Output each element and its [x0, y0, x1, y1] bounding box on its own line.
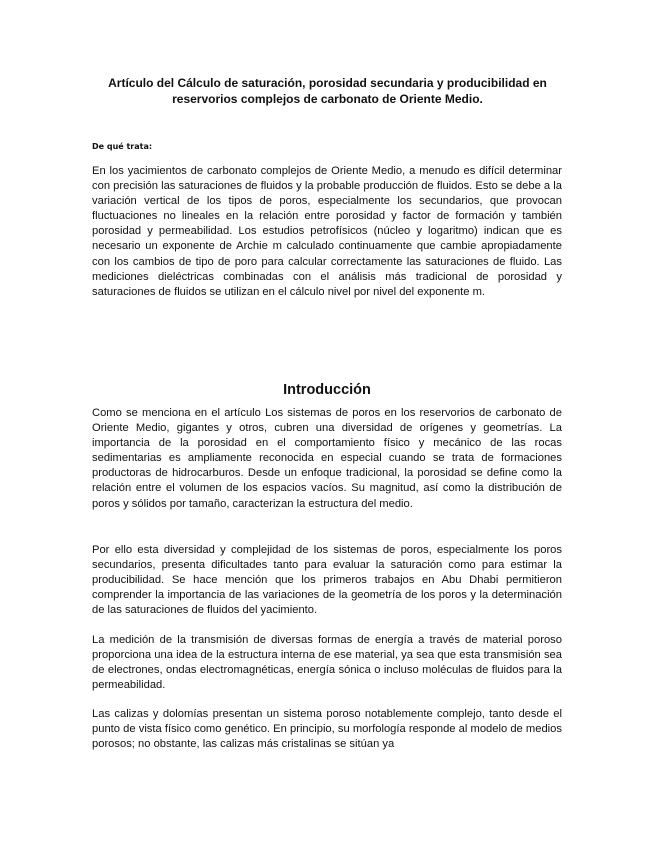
intro-paragraph: Por ello esta diversidad y complejidad de los sistemas de poros, especialmente los poros secundarios, presenta dificultades tanto para evaluar la saturación como para estimar la producibilidad. Se hace mención que los primeros trabajos en Abu Dhabi permitieron comprender la importancia de las variaciones de la geometría de los poros y la determinación de las saturaciones de fluidos del yacimiento. [92, 544, 562, 617]
section-title-introduccion: Introducción [283, 382, 371, 398]
intro-paragraph: La medición de la transmisión de diversas formas de energía a través de material poroso proporciona una idea de la estructura interna de ese material, ya sea que esta transmisión sea de electrones, ondas electromagnéticas, energía sónica o incluso moléculas de fluidos para la permeabilidad. [92, 634, 562, 692]
intro-paragraph: Como se menciona en el artículo Los sistemas de poros en los reservorios de carbonato de Oriente Medio, gigantes y otros, cubren una diversidad de orígenes y geometrías. La importancia de la porosidad en el comportamiento físico y mecánico de las rocas sedimentarias es ampliamente reconocida en especial cuando se trata de formaciones productoras de hidrocarburos. Desde un enfoque tradicional, la porosidad se define como la relación entre el volumen de los espacios vacíos. Su magnitud, así como la distribución de poros y sólidos por tamaño, caracterizan la estructura del medio. [92, 407, 562, 510]
summary-paragraph: En los yacimientos de carbonato complejos de Oriente Medio, a menudo es difícil determinar con precisión las saturaciones de fluidos y la probable producción de fluidos. Esto se debe a la variación vertical de los tipos de poros, especialmente los secundarios, que provocan fluctuaciones no lineales en la relación entre porosidad y factor de formación y también porosidad y permeabilidad. Los estudios petrofísicos (núcleo y logaritmo) indican que es necesario un exponente de Archie m calculado continuamente que cambie apropiadamente con los cambios de tipo de poro para calcular correctamente las saturaciones de fluido. Las mediciones dieléctricas combinadas con el análisis más tradicional de porosidad y saturaciones de fluidos se utilizan en el cálculo nivel por nivel del exponente m. [92, 165, 562, 298]
intro-paragraph: Las calizas y dolomías presentan un sistema poroso notablemente complejo, tanto desde el punto de vista físico como genético. En principio, su morfología responde al modelo de medios porosos; no obstante, las calizas más cristalinas se sitúan ya [92, 708, 562, 751]
document-title: Artículo del Cálculo de saturación, porosidad secundaria y producibilidad en reservorios complejos de carbonato de Oriente Medio. [108, 76, 547, 106]
summary-heading: De qué trata: [92, 142, 153, 151]
